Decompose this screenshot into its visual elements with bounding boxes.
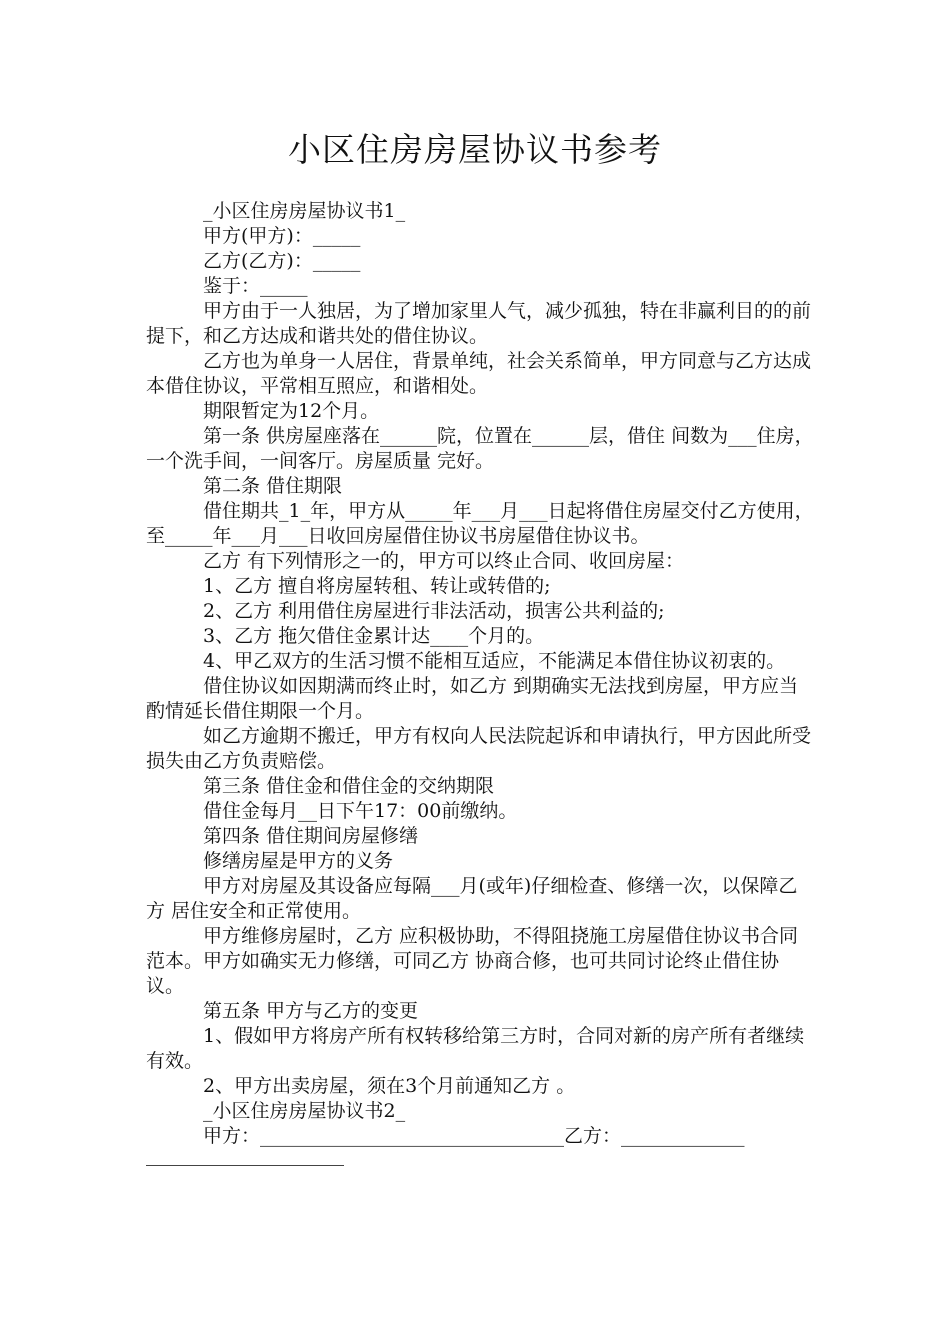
paragraph: 乙方 有下列情形之一的，甲方可以终止合同、收回房屋：	[203, 550, 685, 572]
paragraph-article-3: 第三条 借住金和借住金的交纳期限	[203, 775, 495, 797]
paragraph: 借住协议如因期满而终止时，如乙方 到期确实无法找到房屋，甲方应当酌情延长借住期限一个月。	[146, 675, 799, 722]
list-item: 2、甲方出卖房屋，须在3个月前通知乙方 。	[203, 1075, 576, 1097]
paragraph-article-5: 第五条 甲方与乙方的变更	[203, 1000, 419, 1022]
paragraph-article-4: 第四条 借住期间房屋修缮	[203, 825, 419, 847]
paragraph: 甲方维修房屋时，乙方 应积极协助，不得阻挠施工房屋借住协议书合同范本。甲方如确实无力修缮，可同乙方 协商合修，也可共同讨论终止借住协议。	[146, 925, 799, 997]
document-title: 小区住房房屋协议书参考	[288, 130, 662, 169]
document-body	[146, 199, 816, 1166]
paragraph: 修缮房屋是甲方的义务	[203, 850, 394, 872]
paragraph: 期限暂定为12个月。	[203, 400, 380, 422]
paragraph: 乙方也为单身一人居住，背景单纯，社会关系简单，甲方同意与乙方达成本借住协议，平常相互照应，和谐相处。	[146, 350, 812, 397]
paragraph-whereas: 鉴于：_____	[203, 275, 308, 297]
paragraph-signature-line: 甲方：________________________________乙方：_____________	[203, 1125, 745, 1147]
paragraph: 借住金每月__日下午17：00前缴纳。	[203, 800, 518, 822]
list-item: 3、乙方 拖欠借住金累计达____个月的。	[203, 625, 545, 647]
paragraph-article-2: 第二条 借住期限	[203, 475, 343, 497]
paragraph-heading-agreement-2: _小区住房房屋协议书2_	[203, 1100, 406, 1122]
paragraph-heading-agreement-1: _小区住房房屋协议书1_	[203, 200, 406, 222]
list-item: 4、甲乙双方的生活习惯不能相互适应，不能满足本借住协议初衷的。	[203, 650, 786, 672]
paragraph: 甲方由于一人独居，为了增加家里人气，减少孤独，特在非赢利目的的前提下，和乙方达成和谐共处的借住协议。	[146, 300, 812, 347]
paragraph: 甲方对房屋及其设备应每隔___月(或年)仔细检查、修缮一次，以保障乙方 居住安全和正常使用。	[146, 875, 798, 922]
list-item: 1、假如甲方将房产所有权转移给第三方时，合同对新的房产所有者继续有效。	[146, 1025, 805, 1072]
paragraph-article-1: 第一条 供房屋座落在______院，位置在______层，借住 间数为___住房，一个洗手间，一间客厅。房屋质量 完好。	[146, 425, 814, 472]
signature-underline	[146, 1165, 344, 1166]
paragraph-party-a: 甲方(甲方)：_____	[203, 225, 361, 247]
paragraph: 借住期共_1_年，甲方从_____年___月___日起将借住房屋交付乙方使用，至_____年___月___日收回房屋借住协议书房屋借住协议书。	[146, 500, 814, 547]
list-item: 2、乙方 利用借住房屋进行非法活动，损害公共利益的;	[203, 600, 665, 622]
paragraph: 如乙方逾期不搬迁，甲方有权向人民法院起诉和申请执行，甲方因此所受损失由乙方负责赔偿。	[146, 725, 812, 772]
list-item: 1、乙方 擅自将房屋转租、转让或转借的;	[203, 575, 551, 597]
paragraph-party-b: 乙方(乙方)：_____	[203, 250, 361, 272]
